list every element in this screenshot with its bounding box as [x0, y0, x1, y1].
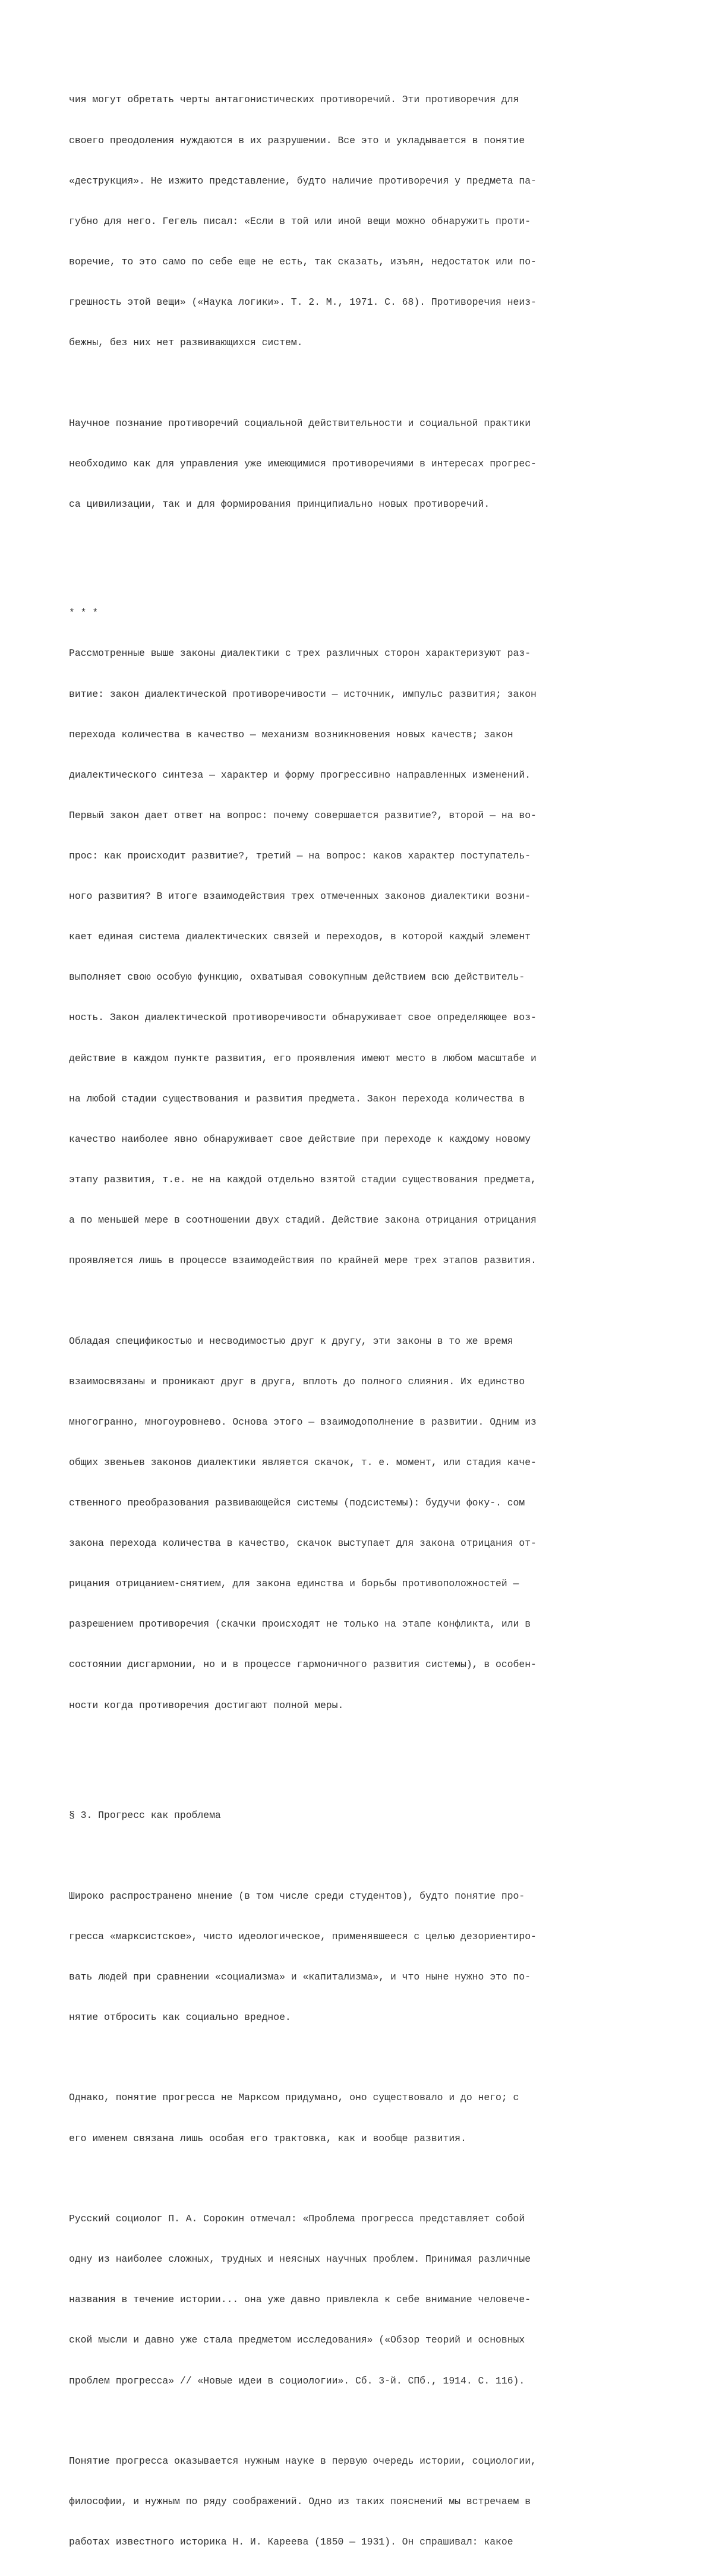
paragraph-gap [69, 1295, 654, 1308]
text-line: своего преодоления нуждаются в их разрушении. Все это и укладывается в понятие [69, 134, 525, 146]
text-line: Обладая спецификостью и несводимостью друг к другу, эти законы в то же время [69, 1335, 513, 1347]
text-line: взаимосвязаны и проникают друг в друга, вплоть до полного слияния. Их единство [69, 1375, 525, 1387]
text-line: Рассмотренные выше законы диалектики с трех различных сторон характеризуют раз- [69, 648, 531, 659]
text-line: этапу развития, т.е. не на каждой отдельно взятой стадии существования предмета, [69, 1173, 537, 1185]
text-line: витие: закон диалектической противоречивости — источник, импульс развития; закон [69, 688, 537, 700]
text-line: вать людей при сравнении «социализма» и «капитализма», и что ныне нужно это по- [69, 1971, 531, 1982]
text-line: на любой стадии существования и развития предмета. Закон перехода количества в [69, 1093, 525, 1104]
text-line: ственного преобразования развивающейся системы (подсистемы): будучи фоку-. сом [69, 1497, 525, 1509]
text-line: многогранно, многоуровнево. Основа этого — взаимодополнение в развитии. Одним из [69, 1416, 537, 1428]
paragraph-sorokin-quote [69, 2186, 654, 2415]
text-line: грешность этой вещи» («Наука логики». Т. 2. М., 1971. С. 68). Противоречия неиз- [69, 296, 537, 308]
paragraph-progress-not-marx [69, 2064, 654, 2173]
document-page [69, 67, 654, 2576]
text-line: воречие, то это само по себе еще не есть, так сказать, изъян, недостаток или по- [69, 255, 537, 267]
paragraph-gap [69, 2415, 654, 2428]
text-line: ность. Закон диалектической противоречивости обнаруживает свое определяющее воз- [69, 1012, 537, 1024]
text-line: одну из наиболее сложных, трудных и неясных научных проблем. Принимая различные [69, 2253, 531, 2265]
text-line: разрешением противоречия (скачки происходят не только на этапе конфликта, или в [69, 1618, 531, 1630]
text-line: прос: как происходит развитие?, третий — на вопрос: каков характер поступатель- [69, 850, 531, 861]
text-line: качество наиболее явно обнаруживает свое действие при переходе к каждому новому [69, 1133, 531, 1145]
text-line: закона перехода количества в качество, скачок выступает для закона отрицания от- [69, 1538, 537, 1549]
paragraph-gap [69, 1849, 654, 1862]
text-line: ного развития? В итоге взаимодействия трех отмеченных законов диалектики возни- [69, 891, 531, 902]
section-gap [69, 1740, 654, 1782]
text-line: работах известного историка Н. И. Кареева (1850 — 1931). Он спрашивал: какое [69, 2536, 513, 2548]
text-line: перехода количества в качество — механизм возникновения новых качеств; закон [69, 728, 513, 740]
paragraph-gap [69, 377, 654, 390]
paragraph-interconnection-of-laws [69, 1308, 654, 1740]
text-line: Широко распространено мнение (в том числе среди студентов), будто понятие про- [69, 1890, 525, 1902]
text-line: Первый закон дает ответ на вопрос: почему совершается развитие?, второй — на во- [69, 809, 537, 821]
paragraph-contradictions-antagonism [69, 67, 654, 377]
text-line: Научное познание противоречий социальной действительности и социальной практики [69, 417, 531, 429]
section-heading-text: § 3. Прогресс как проблема [69, 1810, 221, 1821]
text-line: «деструкция». Не изжито представление, будто наличие противоречия у предмета па- [69, 175, 537, 187]
text-line: проблем прогресса» // «Новые идеи в социологии». Сб. 3-й. СПб., 1914. С. 116). [69, 2375, 525, 2386]
text-line: рицания отрицанием-снятием, для закона единства и борьбы противоположностей — [69, 1578, 519, 1590]
section-gap [69, 538, 654, 580]
text-line: выполняет свою особую функцию, охватывая совокупным действием всю действитель- [69, 971, 525, 983]
text-line: а по меньшей мере в соотношении двух стадий. Действие закона отрицания отрицания [69, 1214, 537, 1226]
paragraph-kareev [69, 2428, 654, 2576]
text-line: нятие отбросить как социально вредное. [69, 2011, 291, 2023]
text-line: диалектического синтеза — характер и форму прогрессивно направленных изменений. [69, 769, 531, 781]
text-line: действие в каждом пункте развития, его проявления имеют место в любом масштабе и [69, 1052, 537, 1064]
text-line: ской мысли и давно уже стала предметом исследования» («Обзор теорий и основных [69, 2334, 525, 2346]
text-line: состоянии дисгармонии, но и в процессе гармоничного развития системы), в особен- [69, 1659, 537, 1671]
text-line: философии, и нужным по ряду соображений. Одно из таких пояснений мы встречаем в [69, 2496, 531, 2508]
paragraph-laws-of-dialectics [69, 580, 654, 1295]
text-line: чия могут обретать черты антагонистических противоречий. Эти противоречия для [69, 94, 519, 106]
paragraph-progress-opinion [69, 1862, 654, 2051]
text-line: общих звеньев законов диалектики является скачок, т. е. момент, или стадия каче- [69, 1456, 537, 1468]
paragraph-scientific-cognition [69, 390, 654, 538]
text-line: кает единая система диалектических связей и переходов, в которой каждый элемент [69, 931, 531, 943]
text-line: са цивилизации, так и для формирования принципиально новых противоречий. [69, 498, 490, 510]
text-line: его именем связана лишь особая его трактовка, как и вообще развития. [69, 2132, 466, 2144]
text-line: Однако, понятие прогресса не Марксом придумано, оно существовало и до него; с [69, 2092, 519, 2104]
paragraph-gap [69, 2051, 654, 2064]
text-line: Русский социолог П. А. Сорокин отмечал: «Проблема прогресса представляет собой [69, 2213, 525, 2225]
text-line: необходимо как для управления уже имеющимися противоречиями в интересах прогрес- [69, 457, 537, 469]
section-separator: * * * [69, 607, 99, 619]
paragraph-gap [69, 2173, 654, 2186]
text-line: гресса «марксистское», чисто идеологическое, применявшееся с целью дезориентиро- [69, 1930, 537, 1942]
text-line: губно для него. Гегель писал: «Если в той или иной вещи можно обнаружить проти- [69, 215, 531, 227]
text-line: проявляется лишь в процессе взаимодействия по крайней мере трех этапов развития. [69, 1255, 537, 1267]
section-heading [69, 1782, 654, 1850]
text-line: ности когда противоречия достигают полной меры. [69, 1699, 344, 1711]
text-line: Понятие прогресса оказывается нужным науке в первую очередь истории, социологии, [69, 2455, 537, 2467]
text-line: бежны, без них нет развивающихся систем. [69, 337, 303, 349]
text-line: названия в течение истории... она уже давно привлекла к себе внимание человече- [69, 2294, 531, 2306]
